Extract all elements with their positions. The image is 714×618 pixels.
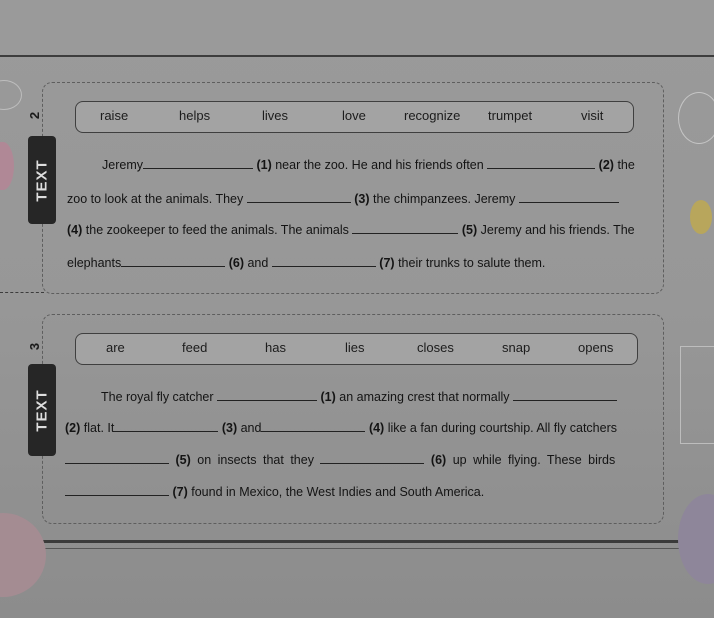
answer-blank-5[interactable] (352, 232, 458, 234)
blank-number: (1) (256, 158, 272, 172)
text-3-tab (28, 364, 56, 456)
passage-text: found in Mexico, the West Indies and South America. (191, 485, 485, 499)
passage-text: flat. It (83, 421, 115, 435)
answer-blank-7[interactable] (65, 494, 169, 496)
word-bank-item: raise (100, 108, 129, 123)
text-2-word-bank (75, 101, 634, 133)
text-2-tab (28, 136, 56, 224)
answer-blank-6[interactable] (320, 462, 424, 464)
passage-text: and (247, 256, 269, 270)
blank-number: (5) (175, 453, 191, 467)
passage-text: The royal fly catcher (101, 390, 214, 404)
word-bank-item: closes (417, 340, 454, 355)
blank-number: (7) (379, 256, 395, 270)
answer-blank-5[interactable] (65, 462, 169, 464)
balloon-decoration (0, 142, 14, 190)
answer-blank-2[interactable] (487, 167, 595, 169)
word-bank-item: has (265, 340, 286, 355)
bow-decoration (690, 200, 712, 234)
frame-decoration (680, 346, 714, 444)
passage-text: the (617, 158, 635, 172)
word-bank-item: feed (182, 340, 208, 355)
passage-text: elephants (67, 256, 122, 270)
bottom-divider (0, 540, 714, 543)
answer-blank-4[interactable] (519, 201, 619, 203)
text-2-line-1 (102, 158, 635, 172)
blank-number: (6) (430, 453, 447, 467)
word-bank-item: recognize (404, 108, 461, 123)
cloud-decoration-right (678, 92, 714, 144)
top-divider (0, 55, 714, 57)
passage-text: near the zoo. He and his friends often (275, 158, 484, 172)
text-3-line-3 (65, 453, 615, 467)
blank-number: (1) (320, 390, 336, 404)
text-3-line-1 (101, 390, 617, 404)
passage-text: the zookeeper to feed the animals. The animals (85, 223, 349, 237)
answer-blank-2[interactable] (513, 399, 617, 401)
blank-number: (2) (65, 421, 81, 435)
answer-blank-7[interactable] (272, 265, 376, 267)
text-3-tab-label: TEXT (33, 388, 51, 432)
word-bank-item: snap (502, 340, 531, 355)
text-2-line-4 (67, 256, 545, 270)
passage-text: their trunks to salute them. (398, 256, 546, 270)
text-3-number: 3 (27, 342, 43, 351)
blank-number: (4) (67, 223, 83, 237)
word-bank-item: lives (262, 108, 289, 123)
passage-text: Jeremy (102, 158, 143, 172)
passage-text: the chimpanzees. Jeremy (373, 192, 516, 206)
blank-number: (5) (461, 223, 478, 237)
passage-text: Jeremy and his friends. The (480, 223, 635, 237)
blank-number: (4) (368, 421, 385, 435)
answer-blank-6[interactable] (121, 265, 225, 267)
passage-text: zoo to look at the animals. They (67, 192, 244, 206)
blank-number: (6) (228, 256, 244, 270)
blank-number: (7) (172, 485, 188, 499)
word-bank-item: helps (179, 108, 211, 123)
word-bank-item: visit (581, 108, 604, 123)
word-bank-item: opens (578, 340, 614, 355)
passage-text: an amazing crest that normally (339, 390, 510, 404)
bottom-divider-thin (0, 548, 714, 549)
answer-blank-3[interactable] (247, 201, 351, 203)
text-2-line-2 (67, 192, 619, 206)
text-2-line-3 (67, 223, 635, 237)
text-3-line-4 (65, 485, 484, 499)
circle-decoration-right (678, 494, 714, 584)
circle-decoration-left (0, 513, 46, 597)
text-2-number: 2 (27, 111, 43, 120)
answer-blank-4[interactable] (261, 430, 365, 432)
blank-number: (2) (598, 158, 614, 172)
dashed-arrow-line (0, 292, 44, 294)
word-bank-item: are (106, 340, 125, 355)
blank-number: (3) (354, 192, 370, 206)
text-3-word-bank (75, 333, 638, 365)
answer-blank-3[interactable] (114, 430, 218, 432)
word-bank-item: love (342, 108, 366, 123)
passage-text: and (240, 421, 262, 435)
passage-text: like a fan during courtship. All fly catchers (387, 421, 617, 435)
answer-blank-1[interactable] (217, 399, 317, 401)
word-bank-item: trumpet (488, 108, 533, 123)
passage-text: up while flying. These birds (452, 453, 616, 467)
cloud-decoration (0, 80, 22, 110)
passage-text: on insects that they (197, 453, 314, 467)
text-2-tab-label: TEXT (33, 158, 51, 202)
blank-number: (3) (221, 421, 238, 435)
answer-blank-1[interactable] (143, 167, 253, 169)
word-bank-item: lies (345, 340, 365, 355)
text-3-line-2 (65, 421, 617, 435)
